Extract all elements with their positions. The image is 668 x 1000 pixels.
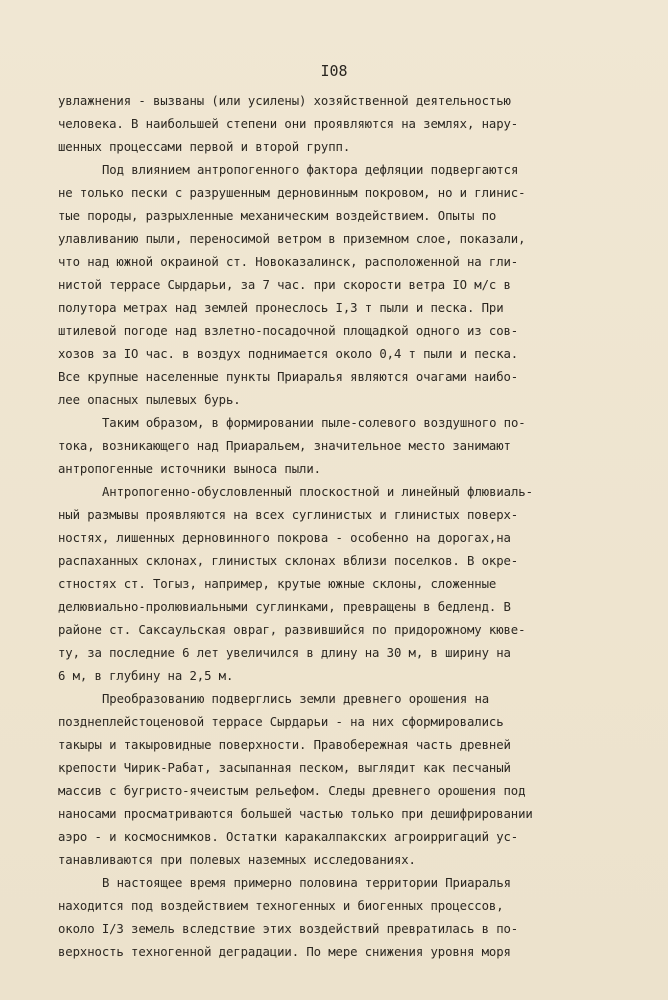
text-line: наносами просматриваются большей частью только при дешифрировании: [58, 807, 533, 821]
text-line: около I/3 земель вследствие этих воздействий превратилась в по-: [58, 922, 519, 936]
text-line: увлажнения - вызваны (или усилены) хозяйственной деятельностью: [58, 94, 511, 108]
paragraph-first-line: Под влиянием антропогенного фактора дефляции подвергаются: [102, 163, 519, 177]
text-line: нистой террасе Сырдарьи, за 7 час. при скорости ветра IO м/с в: [58, 278, 511, 292]
text-line: ностях, лишенных дерновинного покрова - особенно на дорогах,на: [58, 531, 511, 545]
paragraph-first-line: Антропогенно-обусловленный плоскостной и линейный флювиаль-: [102, 485, 533, 499]
text-line: массив с бугристо-ячеистым рельефом. Следы древнего орошения под: [58, 784, 526, 798]
text-line: ный размывы проявляются на всех суглинистых и глинистых поверх-: [58, 508, 519, 522]
text-line: шенных процессами первой и второй групп.: [58, 140, 351, 154]
text-line: такыры и такыровидные поверхности. Правобережная часть древней: [58, 738, 511, 752]
text-line: районе ст. Саксаульская овраг, развившийся по придорожному кюве-: [58, 623, 526, 637]
text-line: танавливаются при полевых наземных исследованиях.: [58, 853, 416, 867]
text-line: лее опасных пылевых бурь.: [58, 393, 241, 407]
text-line: человека. В наибольшей степени они проявляются на землях, нару-: [58, 117, 519, 131]
text-line: улавливанию пыли, переносимой ветром в приземном слое, показали,: [58, 232, 526, 246]
text-line: верхность техногенной деградации. По мере снижения уровня моря: [58, 945, 511, 959]
text-line: штилевой погоде над взлетно-посадочной площадкой одного из сов-: [58, 324, 519, 338]
text-line: полутора метрах над землей пронеслось I,3 т пыли и песка. При: [58, 301, 504, 315]
text-line: распаханных склонах, глинистых склонах вблизи поселков. В окре-: [58, 554, 519, 568]
paragraph-first-line: В настоящее время примерно половина территории Приаралья: [102, 876, 511, 890]
text-line: что над южной окраиной ст. Новоказалинск, расположенной на гли-: [58, 255, 519, 269]
text-line: позднеплейстоценовой террасе Сырдарьи - на них сформировались: [58, 715, 504, 729]
text-line: крепости Чирик-Рабат, засыпанная песком, выглядит как песчаный: [58, 761, 511, 775]
text-line: тые породы, разрыхленные механическим воздействием. Опыты по: [58, 209, 497, 223]
body-text: [58, 90, 628, 964]
page-number: I08: [320, 62, 348, 80]
text-line: находится под воздействием техногенных и биогенных процессов,: [58, 899, 504, 913]
text-line: делювиально-пролювиальными суглинками, превращены в бедленд. В: [58, 600, 511, 614]
text-line: антропогенные источники выноса пыли.: [58, 462, 321, 476]
text-line: Все крупные населенные пункты Приаралья являются очагами наибо-: [58, 370, 519, 384]
text-line: ту, за последние 6 лет увеличился в длину на 30 м, в ширину на: [58, 646, 511, 660]
text-line: хозов за IO час. в воздух поднимается около 0,4 т пыли и песка.: [58, 347, 519, 361]
paragraph-first-line: Таким образом, в формировании пыле-солевого воздушного по-: [102, 416, 526, 430]
paragraph-first-line: Преобразованию подверглись земли древнего орошения на: [102, 692, 490, 706]
text-line: тока, возникающего над Приаральем, значительное место занимают: [58, 439, 511, 453]
text-line: 6 м, в глубину на 2,5 м.: [58, 669, 234, 683]
text-line: не только пески с разрушенным дерновинным покровом, но и глинис-: [58, 186, 526, 200]
text-line: аэро - и космоснимков. Остатки каракалпакских агроирригаций ус-: [58, 830, 519, 844]
text-line: стностях ст. Тогыз, например, крутые южные склоны, сложенные: [58, 577, 497, 591]
